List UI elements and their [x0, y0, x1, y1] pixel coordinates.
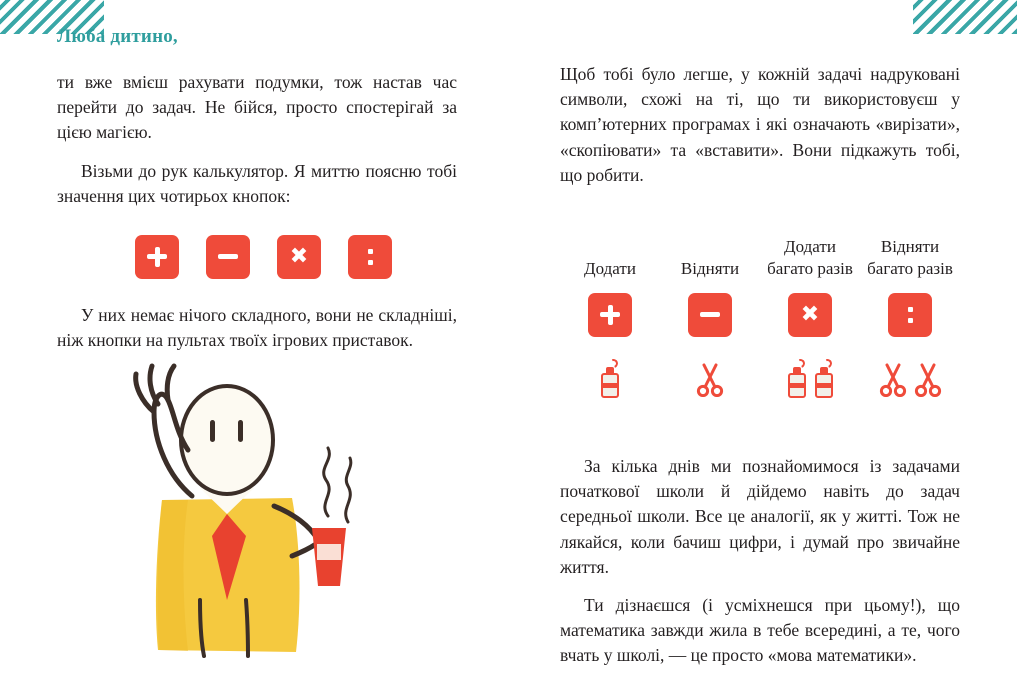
divide-key-icon [348, 235, 392, 279]
salutation-heading: Люба дитино, [57, 26, 178, 47]
operation-divide-label: Відняти багато разів [867, 236, 953, 278]
closing-paragraph-2: Ти дізнаєшся (і усміхнешся при цьому!), що математика завжди жила в тебе всередині, а те, чого вчать у школі, — це просто «мова математики». [560, 594, 960, 666]
minus-key-icon [206, 235, 250, 279]
minus-key-icon [688, 293, 732, 337]
operation-multiply-label: Додати багато разів [767, 236, 853, 278]
closing-paragraph-1: За кілька днів ми познайомимося із задачами початкової школи й дійдемо навіть до задач середньої школи. Все це аналогії, як у житті. Тож не лякайся, коли бачиш цифри, і думай про звичайне життя. [560, 455, 960, 577]
child-with-drink-illustration [96, 300, 426, 660]
right-column [560, 62, 960, 681]
operation-multiply [760, 218, 860, 412]
glue-icon [814, 359, 834, 399]
multiply-key-icon: ✖ [788, 293, 832, 337]
operation-add [560, 218, 660, 412]
operation-add-label: Додати [584, 258, 636, 278]
glue-icon [787, 359, 807, 399]
operation-subtract-label: Відняти [680, 258, 740, 278]
intro-paragraph-1: ти вже вмієш рахувати подумки, тож настав час перейти до задач. Не бійся, просто спостерігай за цією магією. [57, 72, 457, 143]
intro-paragraph-2: Візьми до рук калькулятор. Я миттю поясню тобі значення цих чотирьох кнопок: [57, 160, 457, 206]
intro-paragraph-3: У них немає нічого складного, вони не складніші, ніж кнопки на пультах твоїх ігрових приставок. [57, 304, 457, 351]
scissors-icon [879, 361, 907, 397]
multiply-key-icon: ✖ [277, 235, 321, 279]
scissors-icon [914, 361, 942, 397]
divide-key-icon [888, 293, 932, 337]
scissors-icon [696, 361, 724, 397]
symbols-paragraph: Щоб тобі було легше, у кожній задачі надруковані символи, схожі на ті, що ти використовуєш у комп’ютерних програмах і які означають «вирізати», «скопіювати» та «вставити». Вони підкажуть тобі, що робити. [560, 64, 960, 185]
operation-subtract [660, 218, 760, 412]
plus-key-icon [588, 293, 632, 337]
calculator-keys-row [135, 235, 457, 279]
operation-divide [860, 218, 960, 412]
striped-corner-right-icon [913, 0, 1017, 34]
plus-key-icon [135, 235, 179, 279]
glue-icon [600, 359, 620, 399]
operations-table [560, 218, 960, 412]
